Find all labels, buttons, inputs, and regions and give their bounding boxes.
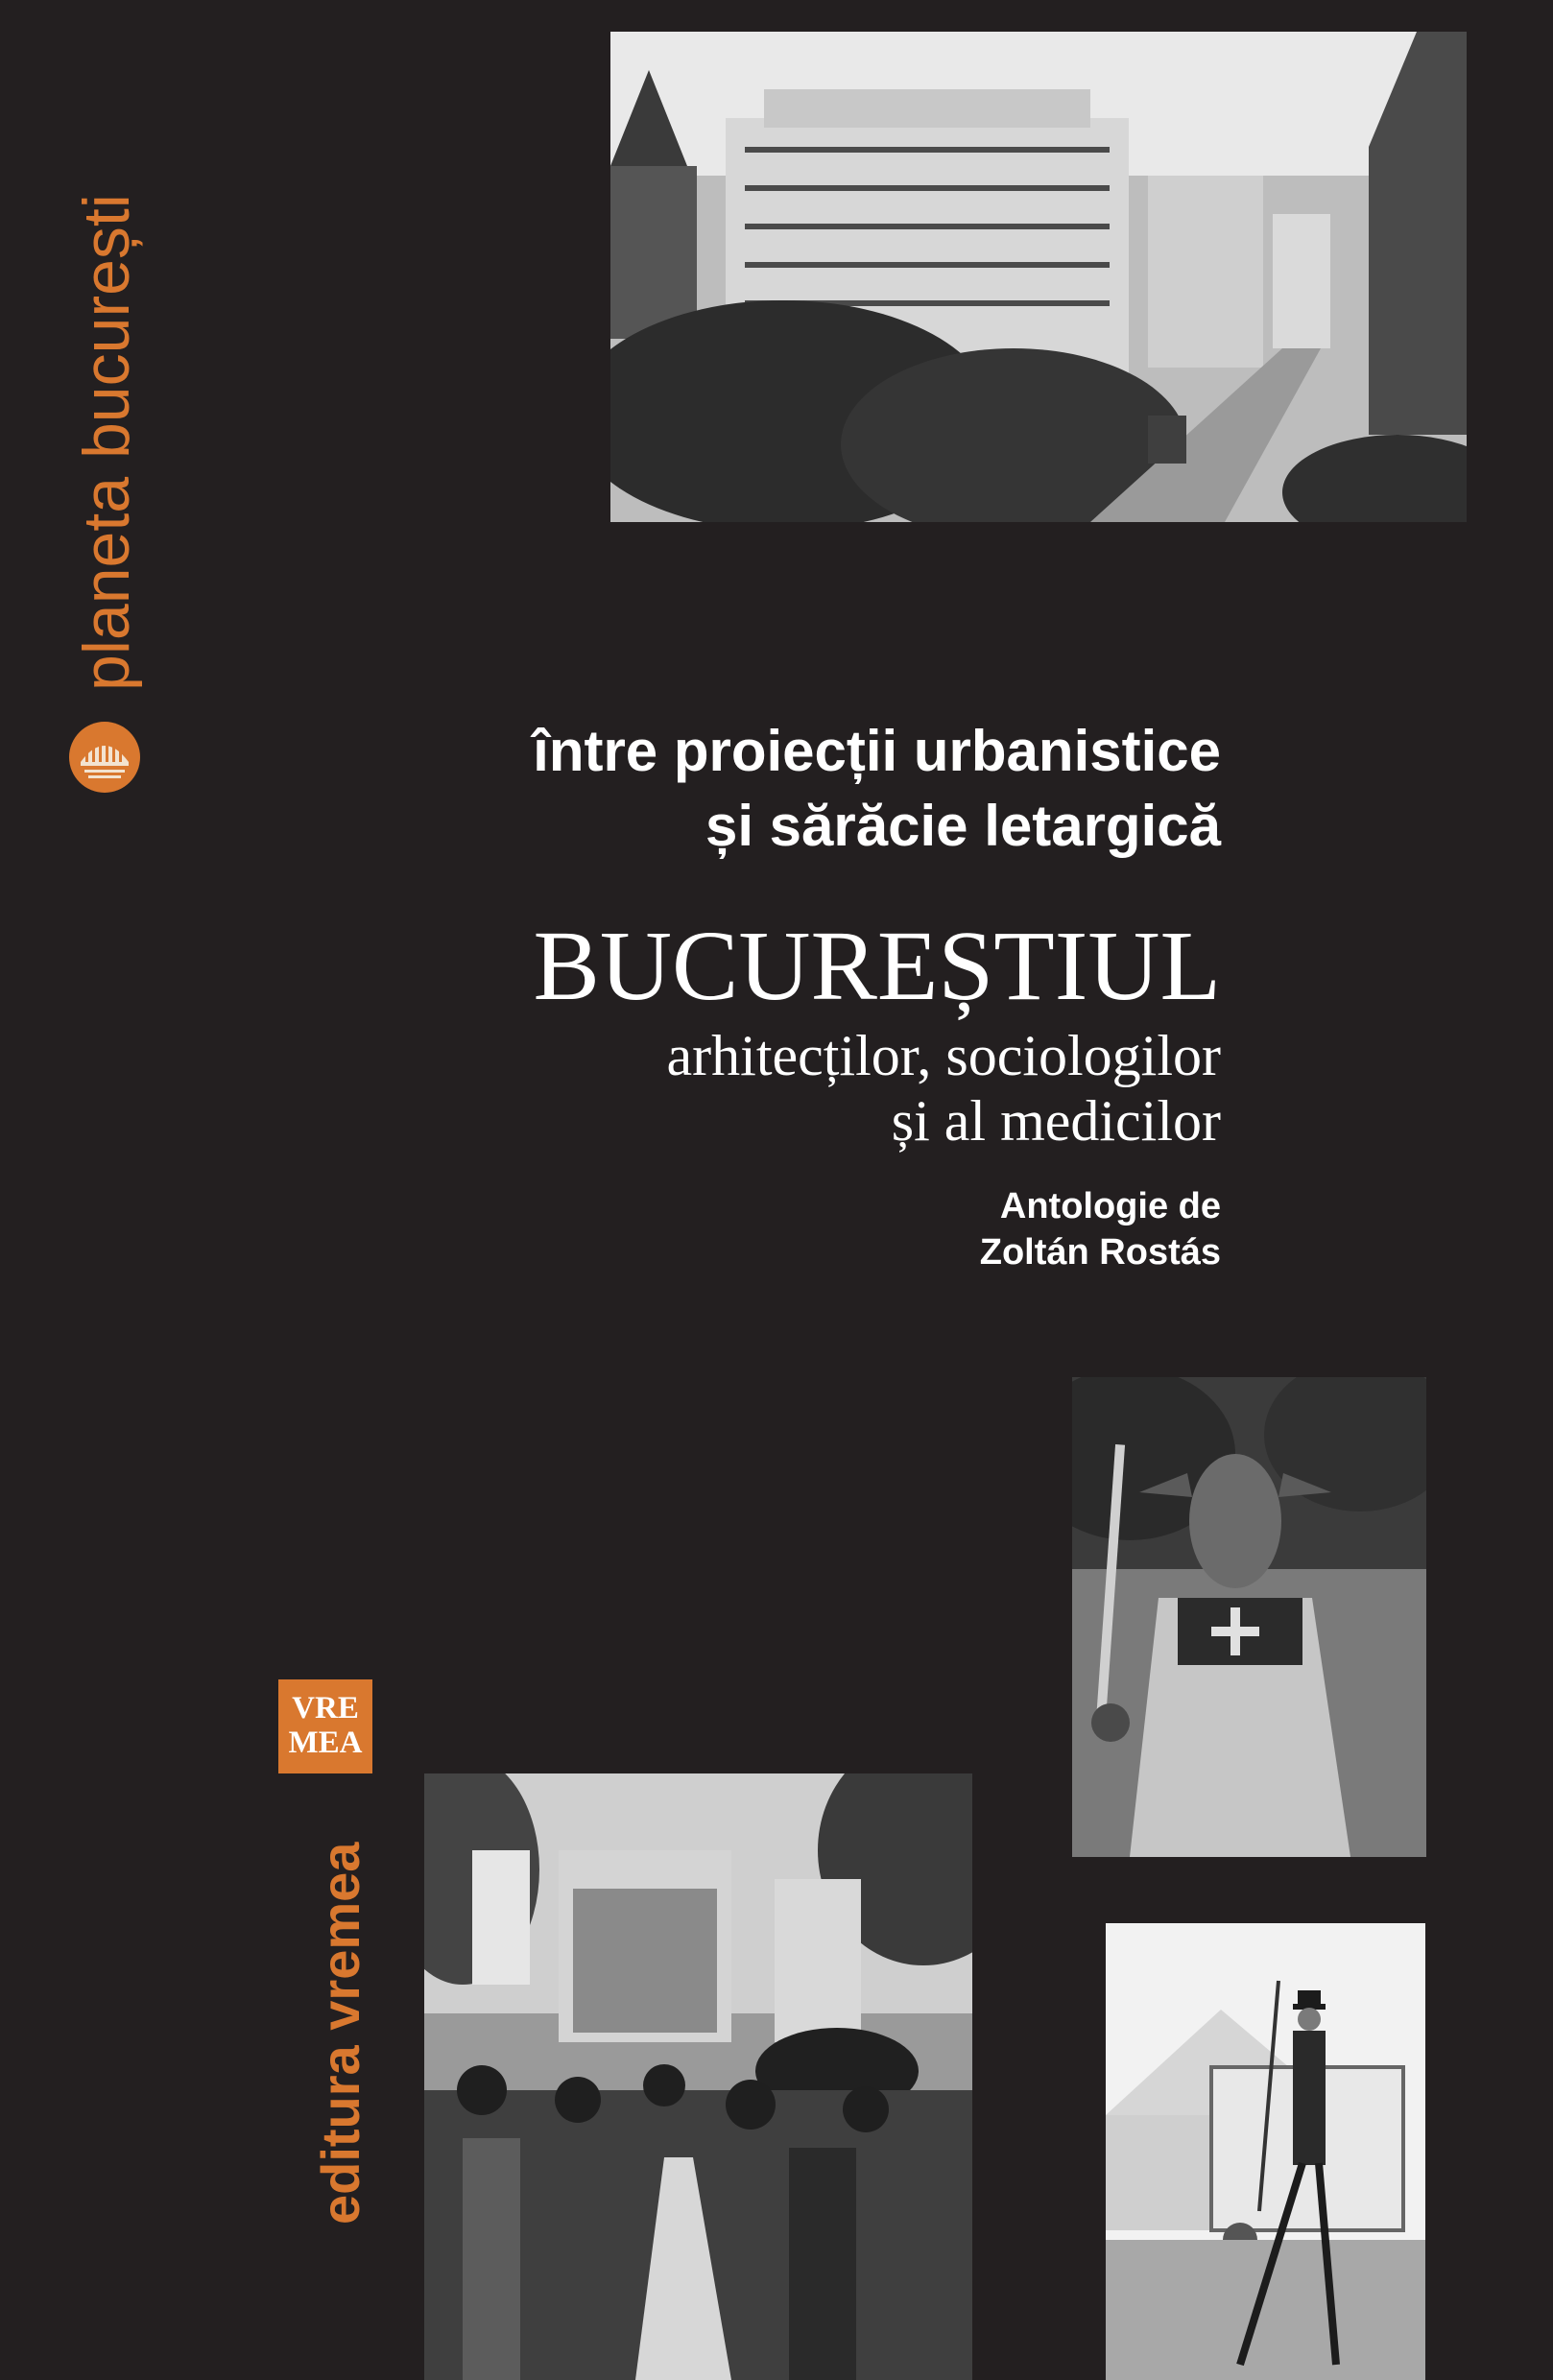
publisher-logo-line-1: VRE bbox=[292, 1691, 359, 1726]
editor-name: Zoltán Rostás bbox=[979, 1232, 1221, 1273]
publisher-logo-line-2: MEA bbox=[288, 1726, 363, 1760]
subtitle-line-2: și sărăcie letargică bbox=[705, 794, 1221, 858]
book-title-line-2: arhitecților, sociologilor bbox=[666, 1024, 1221, 1087]
publisher-logo bbox=[278, 1679, 372, 1773]
editor-label: Antologie de bbox=[999, 1186, 1221, 1226]
subtitle-line-1: între proiecții urbanistice bbox=[533, 719, 1221, 783]
street-photo bbox=[610, 32, 1467, 522]
stilt-walker-photo bbox=[1106, 1923, 1425, 2380]
book-title-line-3: și al medicilor bbox=[891, 1089, 1221, 1153]
masked-figure-photo bbox=[1072, 1377, 1426, 1857]
book-title: BUCUREȘTIUL bbox=[533, 911, 1221, 1021]
fair-crowd-photo bbox=[424, 1773, 972, 2380]
publisher-name: editura vremea bbox=[310, 1842, 370, 2225]
series-name: planeta bucurești bbox=[70, 194, 143, 691]
circular-building-emblem-icon bbox=[67, 720, 142, 795]
